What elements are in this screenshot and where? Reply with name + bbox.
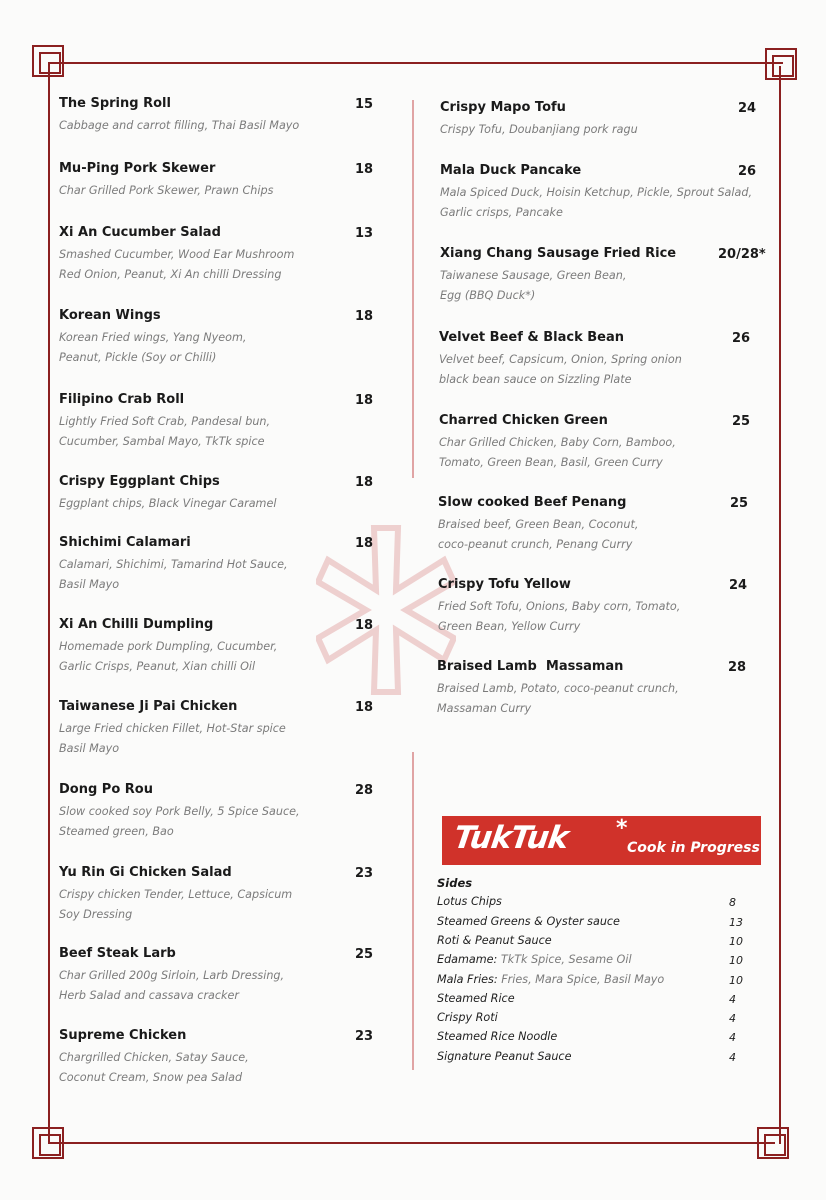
dish-description: Crispy Tofu, Doubanjiang pork ragu (440, 123, 638, 136)
dish-price: 18 (355, 536, 374, 551)
side-name: Steamed Rice Noodle (437, 1030, 558, 1043)
dish-name: Crispy Tofu Yellow (438, 577, 571, 592)
dish-price: 23 (355, 1029, 374, 1044)
side-item (437, 973, 757, 992)
dish-name: Supreme Chicken (59, 1028, 187, 1043)
dish-description: Eggplant chips, Black Vinegar Caramel (59, 497, 277, 510)
dish-description: Fried Soft Tofu, Onions, Baby corn, Tomato, Green Bean, Yellow Curry (438, 600, 681, 633)
dish-description: Smashed Cucumber, Wood Ear Mushroom Red Onion, Peanut, Xi An chilli Dressing (59, 248, 295, 281)
dish-description: Char Grilled Pork Skewer, Prawn Chips (59, 184, 274, 197)
dish-name: Beef Steak Larb (59, 946, 176, 961)
frame-left-line (48, 62, 50, 1144)
dish-description: Chargrilled Chicken, Satay Sauce, Coconut Cream, Snow pea Salad (59, 1051, 249, 1084)
dish-name: Xiang Chang Sausage Fried Rice (440, 246, 677, 261)
dish-name: Crispy Mapo Tofu (440, 100, 566, 115)
side-price: 10 (729, 954, 743, 967)
dish-name: Dong Po Rou (59, 782, 153, 797)
side-price: 4 (729, 1031, 736, 1044)
dish-price: 25 (732, 414, 751, 429)
frame-corner-top-left (32, 45, 64, 77)
side-name: Steamed Rice (437, 992, 515, 1005)
side-price: 8 (729, 896, 736, 909)
side-item (437, 915, 757, 934)
side-name: Steamed Greens & Oyster sauce (437, 915, 620, 928)
side-item (437, 992, 757, 1011)
dish-name: Braised Lamb Massaman (437, 659, 624, 674)
frame-corner-top-right (765, 48, 797, 80)
side-price: 10 (729, 935, 743, 948)
dish-name: Yu Rin Gi Chicken Salad (59, 865, 232, 880)
dish-price: 13 (355, 226, 374, 241)
frame-corner-bottom-left (32, 1127, 64, 1159)
dish-price: 18 (355, 618, 374, 633)
sides-heading: Sides (437, 876, 473, 890)
dish-description: Calamari, Shichimi, Tamarind Hot Sauce, Basil Mayo (59, 558, 288, 591)
dish-price: 25 (355, 947, 374, 962)
dish-description: Slow cooked soy Pork Belly, 5 Spice Sauce, Steamed green, Bao (59, 805, 300, 838)
dish-description: Char Grilled Chicken, Baby Corn, Bamboo, Tomato, Green Bean, Basil, Green Curry (439, 436, 676, 469)
dish-description: Taiwanese Sausage, Green Bean, Egg (BBQ Duck*) (440, 269, 627, 302)
dish-name: Crispy Eggplant Chips (59, 474, 220, 489)
side-name: Roti & Peanut Sauce (437, 934, 552, 947)
side-price: 13 (729, 916, 743, 929)
dish-price: 26 (738, 164, 757, 179)
dish-price: 20/28* (718, 247, 766, 262)
dish-name: Velvet Beef & Black Bean (439, 330, 625, 345)
dish-description: Crispy chicken Tender, Lettuce, Capsicum Soy Dressing (59, 888, 293, 921)
side-item (437, 934, 757, 953)
column-divider-upper (412, 100, 414, 478)
dish-price: 23 (355, 866, 374, 881)
dish-price: 18 (355, 162, 374, 177)
dish-price: 18 (355, 393, 374, 408)
dish-name: Charred Chicken Green (439, 413, 608, 428)
side-price: 10 (729, 974, 743, 987)
dish-name: Korean Wings (59, 308, 161, 323)
dish-price: 18 (355, 309, 374, 324)
dish-name: Mala Duck Pancake (440, 163, 582, 178)
dish-price: 24 (729, 578, 748, 593)
dish-price: 15 (355, 97, 374, 112)
dish-name: Slow cooked Beef Penang (438, 495, 627, 510)
dish-name: Xi An Chilli Dumpling (59, 617, 214, 632)
side-name: Edamame: TkTk Spice, Sesame Oil (437, 953, 632, 966)
tuktuk-logo-banner (442, 816, 761, 865)
dish-name: Mu-Ping Pork Skewer (59, 161, 216, 176)
side-name: Lotus Chips (437, 895, 502, 908)
dish-name: Taiwanese Ji Pai Chicken (59, 699, 238, 714)
dish-description: Char Grilled 200g Sirloin, Larb Dressing, Herb Salad and cassava cracker (59, 969, 285, 1002)
dish-price: 28 (728, 660, 747, 675)
dish-description: Braised Lamb, Potato, coco-peanut crunch, Massaman Curry (437, 682, 679, 715)
frame-corner-bottom-right (757, 1127, 789, 1159)
dish-price: 28 (355, 783, 374, 798)
dish-description: Velvet beef, Capsicum, Onion, Spring onion black bean sauce on Sizzling Plate (439, 353, 682, 386)
dish-price: 26 (732, 331, 751, 346)
side-item (437, 1011, 757, 1030)
side-name: Signature Peanut Sauce (437, 1050, 572, 1063)
frame-right-line (779, 66, 781, 1144)
dish-name: Shichimi Calamari (59, 535, 191, 550)
dish-price: 18 (355, 475, 374, 490)
side-item (437, 1050, 757, 1069)
asterisk-watermark-icon (316, 520, 456, 700)
dish-description: Large Fried chicken Fillet, Hot-Star spice Basil Mayo (59, 722, 286, 755)
dish-name: Xi An Cucumber Salad (59, 225, 221, 240)
dish-description: Homemade pork Dumpling, Cucumber, Garlic Crisps, Peanut, Xian chilli Oil (59, 640, 278, 673)
dish-name: Filipino Crab Roll (59, 392, 185, 407)
dish-price: 25 (730, 496, 749, 511)
side-name: Crispy Roti (437, 1011, 498, 1024)
side-price: 4 (729, 993, 736, 1006)
side-price: 4 (729, 1012, 736, 1025)
side-item (437, 895, 757, 914)
side-price: 4 (729, 1051, 736, 1064)
dish-price: 24 (738, 101, 757, 116)
side-name: Mala Fries: Fries, Mara Spice, Basil Mayo (437, 973, 665, 986)
side-item (437, 953, 757, 972)
frame-top-line (48, 62, 783, 64)
banner-brand: TukTuk (451, 820, 571, 856)
banner-star: * (616, 816, 628, 841)
dish-description: Cabbage and carrot filling, Thai Basil Mayo (59, 119, 300, 132)
frame-bottom-line (48, 1142, 775, 1144)
banner-tagline: Cook in Progress (627, 840, 760, 856)
dish-name: The Spring Roll (59, 96, 171, 111)
dish-description: Lightly Fried Soft Crab, Pandesal bun, Cucumber, Sambal Mayo, TkTk spice (59, 415, 271, 448)
dish-description: Korean Fried wings, Yang Nyeom, Peanut, Pickle (Soy or Chilli) (59, 331, 247, 364)
dish-description: Braised beef, Green Bean, Coconut, coco-peanut crunch, Penang Curry (438, 518, 639, 551)
dish-price: 18 (355, 700, 374, 715)
side-item (437, 1030, 757, 1049)
column-divider-lower (412, 752, 414, 1070)
dish-description: Mala Spiced Duck, Hoisin Ketchup, Pickle, Sprout Salad, Garlic crisps, Pancake (440, 186, 753, 219)
